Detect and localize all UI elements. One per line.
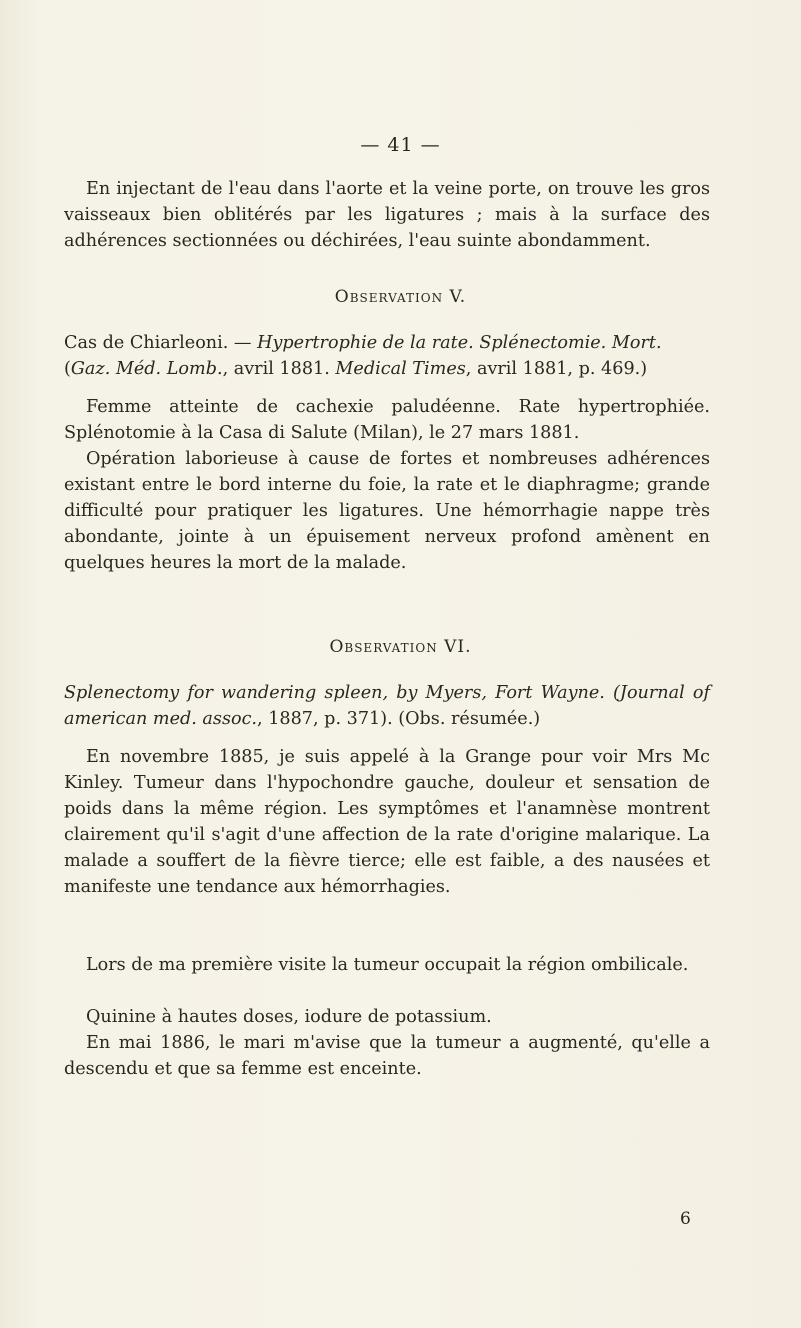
page-header: — 41 — (360, 134, 441, 156)
observation-v-reference (64, 330, 710, 382)
ref-medical-times: Medical Times (335, 359, 466, 379)
paragraph-femme: Femme atteinte de cachexie paludéenne. Rate hypertrophiée. Splénotomie à la Casa di Salute (Milan), le 27 mars 1881. (64, 397, 710, 443)
observation-vi-heading: Observation VI. (329, 637, 472, 657)
observation-vi-reference (64, 680, 710, 732)
paragraph-operation: Opération laborieuse à cause de fortes et nombreuses adhérences existant entre le bord interne du foie, la rate et le diaphragme; grande difficulté pour pratiquer les ligatures. Une hémorrhagie nappe très abondante, jointe à un épuisement nerveux profond amènent en quelques heures la mort de la malade. (64, 449, 710, 573)
paragraph-quinine: Quinine à hautes doses, iodure de potassium. (86, 1007, 492, 1027)
ref-author: Cas de Chiarleoni. — (64, 333, 258, 353)
ref-open-paren: ( (64, 359, 71, 379)
signature-mark: 6 (680, 1209, 691, 1229)
ref-gazette: Gaz. Méd. Lomb. (70, 359, 223, 379)
ref-date-b: , avril 1881, p. 469.) (465, 359, 648, 379)
paragraph-visite: Lors de ma première visite la tumeur occupait la région ombilicale. (86, 955, 689, 975)
ref-splenectomy-title: Splenectomy for wandering spleen, by Myers, Fort Wayne. (Journal of american med. assoc. (64, 683, 710, 729)
ref-title: Hypertrophie de la rate. Splénectomie. Mort. (257, 333, 662, 353)
ref-date-a: , avril 1881. (222, 359, 336, 379)
observation-v-heading: Observation V. (334, 287, 467, 307)
paragraph-aorte: En injectant de l'eau dans l'aorte et la veine porte, on trouve les gros vaisseaux bien oblitérés par les ligatures ; mais à la surface des adhérences sectionnées ou déchirées, l'eau suinte abondamment. (64, 179, 710, 251)
ref-splenectomy-rest: , 1887, p. 371). (Obs. résumée.) (257, 709, 541, 729)
paragraph-mai: En mai 1886, le mari m'avise que la tumeur a augmenté, qu'elle a descendu et que sa femme est enceinte. (64, 1033, 710, 1079)
paragraph-novembre: En novembre 1885, je suis appelé à la Grange pour voir Mrs Mc Kinley. Tumeur dans l'hypochondre gauche, douleur et sensation de poids dans la même région. Les symptômes et l'anamnèse montrent clairement qu'il s'agit d'une affection de la rate d'origine malarique. La malade a souffert de la fièvre tierce; elle est faible, a des nausées et manifeste une tendance aux hémorrhagies. (64, 747, 710, 897)
